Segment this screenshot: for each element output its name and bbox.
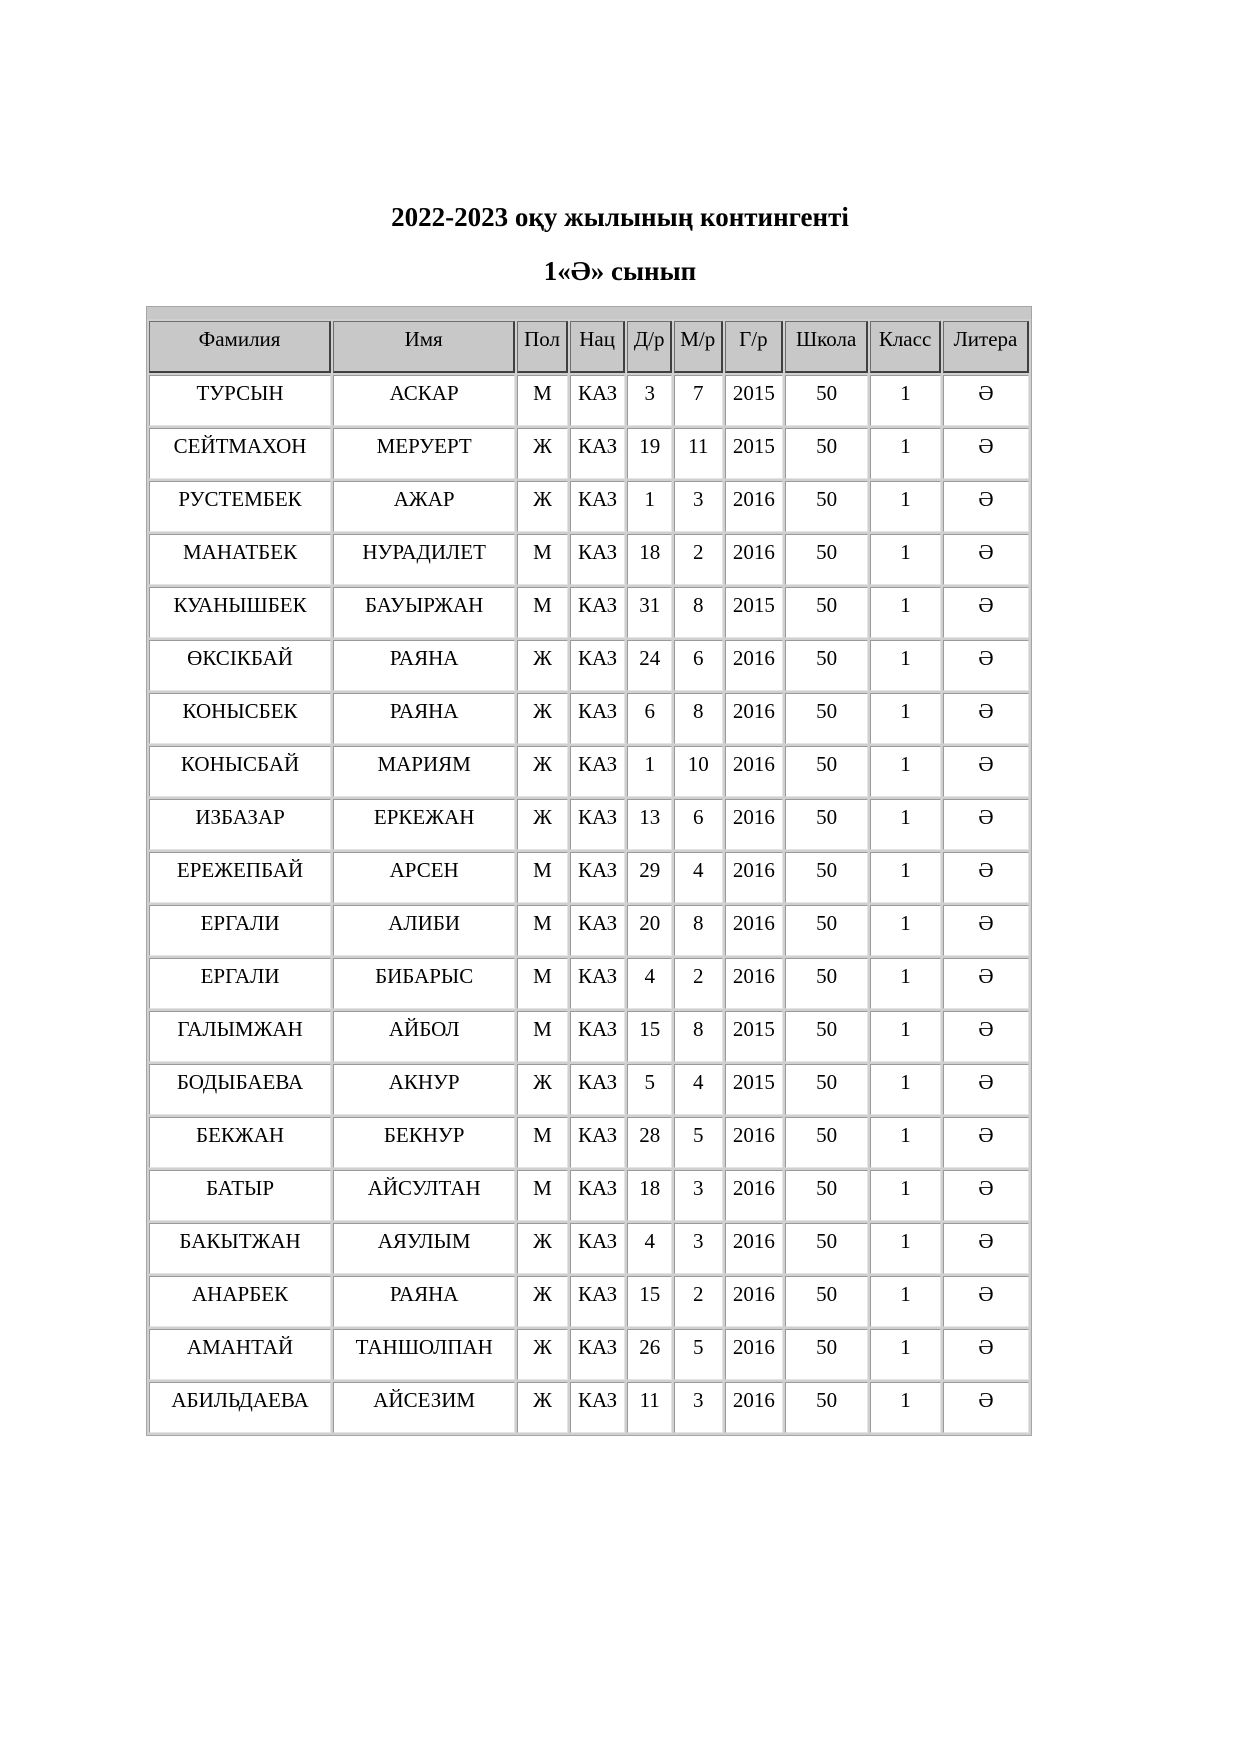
- column-header-surname: Фамилия: [149, 321, 331, 373]
- cell-name: АРСЕН: [333, 852, 515, 903]
- cell-class: 1: [870, 534, 941, 585]
- cell-letter: Ә: [943, 799, 1029, 850]
- cell-surname: БОДЫБАЕВА: [149, 1064, 331, 1115]
- cell-school: 50: [785, 587, 868, 638]
- cell-letter: Ә: [943, 1011, 1029, 1062]
- cell-birth-year: 2016: [725, 852, 784, 903]
- cell-class: 1: [870, 852, 941, 903]
- cell-surname: ЕРЕЖЕПБАЙ: [149, 852, 331, 903]
- cell-birth-day: 1: [627, 481, 672, 532]
- cell-birth-year: 2016: [725, 1223, 784, 1274]
- cell-school: 50: [785, 1064, 868, 1115]
- cell-gender: Ж: [517, 1382, 568, 1433]
- cell-birth-year: 2015: [725, 428, 784, 479]
- cell-birth-day: 20: [627, 905, 672, 956]
- cell-nationality: КАЗ: [570, 481, 626, 532]
- column-header-class: Класс: [870, 321, 941, 373]
- cell-surname: АМАНТАЙ: [149, 1329, 331, 1380]
- column-header-name: Имя: [333, 321, 515, 373]
- cell-class: 1: [870, 1382, 941, 1433]
- cell-birth-month: 8: [674, 1011, 723, 1062]
- cell-surname: АБИЛЬДАЕВА: [149, 1382, 331, 1433]
- table-row: [149, 1011, 1029, 1062]
- cell-nationality: КАЗ: [570, 1382, 626, 1433]
- column-header-letter: Литера: [943, 321, 1029, 373]
- cell-birth-year: 2016: [725, 1276, 784, 1327]
- cell-name: МАРИЯМ: [333, 746, 515, 797]
- cell-birth-day: 18: [627, 1170, 672, 1221]
- table-row: [149, 1064, 1029, 1115]
- cell-school: 50: [785, 1382, 868, 1433]
- cell-birth-year: 2016: [725, 1170, 784, 1221]
- cell-nationality: КАЗ: [570, 746, 626, 797]
- cell-birth-day: 18: [627, 534, 672, 585]
- cell-school: 50: [785, 534, 868, 585]
- cell-name: АКНУР: [333, 1064, 515, 1115]
- cell-birth-month: 3: [674, 1223, 723, 1274]
- cell-surname: ӨКСІКБАЙ: [149, 640, 331, 691]
- cell-surname: КУАНЫШБЕК: [149, 587, 331, 638]
- cell-school: 50: [785, 958, 868, 1009]
- cell-school: 50: [785, 1223, 868, 1274]
- cell-gender: М: [517, 375, 568, 426]
- cell-birth-year: 2016: [725, 534, 784, 585]
- cell-name: АЛИБИ: [333, 905, 515, 956]
- cell-gender: Ж: [517, 481, 568, 532]
- table-row: [149, 481, 1029, 532]
- cell-gender: М: [517, 1117, 568, 1168]
- cell-gender: Ж: [517, 693, 568, 744]
- cell-class: 1: [870, 799, 941, 850]
- table-row: [149, 1382, 1029, 1433]
- cell-birth-day: 15: [627, 1011, 672, 1062]
- cell-birth-day: 5: [627, 1064, 672, 1115]
- cell-birth-day: 13: [627, 799, 672, 850]
- cell-surname: КОНЫСБАЙ: [149, 746, 331, 797]
- cell-class: 1: [870, 1011, 941, 1062]
- cell-birth-month: 4: [674, 852, 723, 903]
- cell-nationality: КАЗ: [570, 375, 626, 426]
- class-subtitle: 1«Ә» сынып: [543, 256, 697, 286]
- table-row: [149, 1117, 1029, 1168]
- column-header-gender: Пол: [517, 321, 568, 373]
- cell-birth-day: 26: [627, 1329, 672, 1380]
- cell-birth-year: 2016: [725, 481, 784, 532]
- cell-gender: Ж: [517, 1276, 568, 1327]
- cell-birth-year: 2016: [725, 640, 784, 691]
- cell-birth-day: 3: [627, 375, 672, 426]
- cell-nationality: КАЗ: [570, 1011, 626, 1062]
- table-row: [149, 1170, 1029, 1221]
- cell-class: 1: [870, 693, 941, 744]
- cell-birth-year: 2015: [725, 375, 784, 426]
- cell-birth-year: 2016: [725, 1382, 784, 1433]
- table-row: [149, 375, 1029, 426]
- cell-nationality: КАЗ: [570, 1329, 626, 1380]
- cell-school: 50: [785, 481, 868, 532]
- cell-letter: Ә: [943, 640, 1029, 691]
- cell-name: АЙСЕЗИМ: [333, 1382, 515, 1433]
- cell-birth-day: 6: [627, 693, 672, 744]
- cell-class: 1: [870, 1117, 941, 1168]
- cell-birth-day: 29: [627, 852, 672, 903]
- cell-school: 50: [785, 1276, 868, 1327]
- cell-birth-month: 2: [674, 534, 723, 585]
- cell-letter: Ә: [943, 693, 1029, 744]
- cell-nationality: КАЗ: [570, 1064, 626, 1115]
- cell-birth-day: 11: [627, 1382, 672, 1433]
- cell-school: 50: [785, 905, 868, 956]
- cell-name: АЯУЛЫМ: [333, 1223, 515, 1274]
- cell-school: 50: [785, 428, 868, 479]
- cell-letter: Ә: [943, 1276, 1029, 1327]
- cell-gender: Ж: [517, 1223, 568, 1274]
- cell-letter: Ә: [943, 375, 1029, 426]
- cell-letter: Ә: [943, 587, 1029, 638]
- cell-name: БАУЫРЖАН: [333, 587, 515, 638]
- cell-surname: КОНЫСБЕК: [149, 693, 331, 744]
- cell-birth-day: 24: [627, 640, 672, 691]
- cell-school: 50: [785, 746, 868, 797]
- table-body: [149, 375, 1029, 1433]
- cell-class: 1: [870, 375, 941, 426]
- cell-name: БЕКНУР: [333, 1117, 515, 1168]
- cell-nationality: КАЗ: [570, 428, 626, 479]
- cell-school: 50: [785, 640, 868, 691]
- cell-birth-day: 19: [627, 428, 672, 479]
- cell-surname: ЕРГАЛИ: [149, 958, 331, 1009]
- cell-letter: Ә: [943, 481, 1029, 532]
- cell-birth-month: 6: [674, 640, 723, 691]
- table-row: [149, 428, 1029, 479]
- cell-gender: М: [517, 587, 568, 638]
- cell-birth-month: 2: [674, 958, 723, 1009]
- table-header-row: [149, 321, 1029, 373]
- cell-surname: ЕРГАЛИ: [149, 905, 331, 956]
- cell-letter: Ә: [943, 534, 1029, 585]
- cell-class: 1: [870, 958, 941, 1009]
- cell-name: РАЯНА: [333, 1276, 515, 1327]
- cell-surname: БАКЫТЖАН: [149, 1223, 331, 1274]
- cell-class: 1: [870, 428, 941, 479]
- cell-nationality: КАЗ: [570, 534, 626, 585]
- cell-gender: М: [517, 852, 568, 903]
- cell-surname: ИЗБАЗАР: [149, 799, 331, 850]
- column-header-birth-day: Д/р: [627, 321, 672, 373]
- cell-school: 50: [785, 375, 868, 426]
- cell-gender: М: [517, 958, 568, 1009]
- cell-class: 1: [870, 481, 941, 532]
- cell-name: АЖАР: [333, 481, 515, 532]
- cell-name: АСКАР: [333, 375, 515, 426]
- cell-nationality: КАЗ: [570, 1117, 626, 1168]
- cell-birth-year: 2016: [725, 958, 784, 1009]
- cell-class: 1: [870, 1064, 941, 1115]
- cell-surname: АНАРБЕК: [149, 1276, 331, 1327]
- cell-letter: Ә: [943, 852, 1029, 903]
- cell-letter: Ә: [943, 1170, 1029, 1221]
- column-header-birth-month: М/р: [674, 321, 723, 373]
- cell-class: 1: [870, 640, 941, 691]
- cell-letter: Ә: [943, 1064, 1029, 1115]
- cell-school: 50: [785, 1011, 868, 1062]
- cell-class: 1: [870, 1276, 941, 1327]
- cell-class: 1: [870, 1223, 941, 1274]
- cell-school: 50: [785, 799, 868, 850]
- cell-nationality: КАЗ: [570, 1276, 626, 1327]
- cell-name: НУРАДИЛЕТ: [333, 534, 515, 585]
- cell-letter: Ә: [943, 1223, 1029, 1274]
- column-header-birth-year: Г/р: [725, 321, 784, 373]
- cell-gender: М: [517, 905, 568, 956]
- cell-nationality: КАЗ: [570, 958, 626, 1009]
- table-row: [149, 1329, 1029, 1380]
- table-row: [149, 1223, 1029, 1274]
- cell-birth-month: 10: [674, 746, 723, 797]
- cell-birth-month: 4: [674, 1064, 723, 1115]
- cell-birth-month: 8: [674, 587, 723, 638]
- cell-gender: Ж: [517, 428, 568, 479]
- cell-nationality: КАЗ: [570, 1223, 626, 1274]
- cell-gender: Ж: [517, 799, 568, 850]
- cell-surname: РУСТЕМБЕК: [149, 481, 331, 532]
- cell-nationality: КАЗ: [570, 852, 626, 903]
- cell-birth-year: 2016: [725, 693, 784, 744]
- cell-gender: Ж: [517, 746, 568, 797]
- cell-letter: Ә: [943, 905, 1029, 956]
- cell-birth-year: 2016: [725, 799, 784, 850]
- cell-birth-year: 2016: [725, 905, 784, 956]
- cell-birth-month: 5: [674, 1117, 723, 1168]
- cell-birth-month: 2: [674, 1276, 723, 1327]
- cell-surname: МАНАТБЕК: [149, 534, 331, 585]
- cell-class: 1: [870, 1329, 941, 1380]
- table-row: [149, 852, 1029, 903]
- cell-birth-month: 8: [674, 905, 723, 956]
- column-header-nationality: Нац: [570, 321, 626, 373]
- cell-name: РАЯНА: [333, 640, 515, 691]
- table-row: [149, 958, 1029, 1009]
- table-row: [149, 799, 1029, 850]
- cell-birth-day: 28: [627, 1117, 672, 1168]
- cell-school: 50: [785, 1329, 868, 1380]
- cell-gender: Ж: [517, 640, 568, 691]
- cell-nationality: КАЗ: [570, 693, 626, 744]
- table-row: [149, 746, 1029, 797]
- cell-surname: БАТЫР: [149, 1170, 331, 1221]
- cell-name: РАЯНА: [333, 693, 515, 744]
- cell-birth-month: 6: [674, 799, 723, 850]
- cell-birth-year: 2015: [725, 1064, 784, 1115]
- cell-gender: М: [517, 1011, 568, 1062]
- table-row: [149, 693, 1029, 744]
- cell-nationality: КАЗ: [570, 587, 626, 638]
- cell-class: 1: [870, 1170, 941, 1221]
- cell-birth-month: 3: [674, 1170, 723, 1221]
- cell-birth-year: 2015: [725, 1011, 784, 1062]
- cell-birth-day: 1: [627, 746, 672, 797]
- cell-class: 1: [870, 905, 941, 956]
- cell-letter: Ә: [943, 1117, 1029, 1168]
- cell-surname: ГАЛЫМЖАН: [149, 1011, 331, 1062]
- cell-nationality: КАЗ: [570, 1170, 626, 1221]
- cell-birth-month: 3: [674, 1382, 723, 1433]
- cell-name: ЕРКЕЖАН: [333, 799, 515, 850]
- cell-nationality: КАЗ: [570, 905, 626, 956]
- cell-birth-day: 4: [627, 1223, 672, 1274]
- table-row: [149, 1276, 1029, 1327]
- cell-birth-day: 31: [627, 587, 672, 638]
- cell-class: 1: [870, 587, 941, 638]
- table-row: [149, 534, 1029, 585]
- cell-birth-month: 7: [674, 375, 723, 426]
- cell-school: 50: [785, 1117, 868, 1168]
- cell-letter: Ә: [943, 1329, 1029, 1380]
- column-header-school: Школа: [785, 321, 868, 373]
- cell-letter: Ә: [943, 958, 1029, 1009]
- table-row: [149, 905, 1029, 956]
- cell-school: 50: [785, 852, 868, 903]
- cell-birth-month: 5: [674, 1329, 723, 1380]
- cell-letter: Ә: [943, 428, 1029, 479]
- cell-birth-year: 2016: [725, 1329, 784, 1380]
- cell-birth-day: 4: [627, 958, 672, 1009]
- cell-school: 50: [785, 693, 868, 744]
- contingent-table: [147, 319, 1031, 1435]
- cell-birth-day: 15: [627, 1276, 672, 1327]
- cell-gender: М: [517, 1170, 568, 1221]
- cell-nationality: КАЗ: [570, 640, 626, 691]
- cell-birth-year: 2016: [725, 1117, 784, 1168]
- cell-surname: БЕКЖАН: [149, 1117, 331, 1168]
- cell-name: БИБАРЫС: [333, 958, 515, 1009]
- cell-name: ТАНШОЛПАН: [333, 1329, 515, 1380]
- cell-gender: Ж: [517, 1329, 568, 1380]
- cell-birth-month: 3: [674, 481, 723, 532]
- cell-nationality: КАЗ: [570, 799, 626, 850]
- cell-school: 50: [785, 1170, 868, 1221]
- cell-birth-year: 2016: [725, 746, 784, 797]
- cell-birth-month: 11: [674, 428, 723, 479]
- contingent-table-container: [146, 306, 1032, 1436]
- cell-birth-month: 8: [674, 693, 723, 744]
- table-row: [149, 587, 1029, 638]
- cell-birth-year: 2015: [725, 587, 784, 638]
- cell-surname: СЕЙТМАХОН: [149, 428, 331, 479]
- cell-name: МЕРУЕРТ: [333, 428, 515, 479]
- cell-name: АЙСУЛТАН: [333, 1170, 515, 1221]
- table-row: [149, 640, 1029, 691]
- document-title: 2022-2023 оқу жылының контингенті: [391, 202, 849, 232]
- cell-letter: Ә: [943, 1382, 1029, 1433]
- cell-class: 1: [870, 746, 941, 797]
- cell-letter: Ә: [943, 746, 1029, 797]
- cell-surname: ТУРСЫН: [149, 375, 331, 426]
- cell-gender: М: [517, 534, 568, 585]
- cell-name: АЙБОЛ: [333, 1011, 515, 1062]
- cell-gender: Ж: [517, 1064, 568, 1115]
